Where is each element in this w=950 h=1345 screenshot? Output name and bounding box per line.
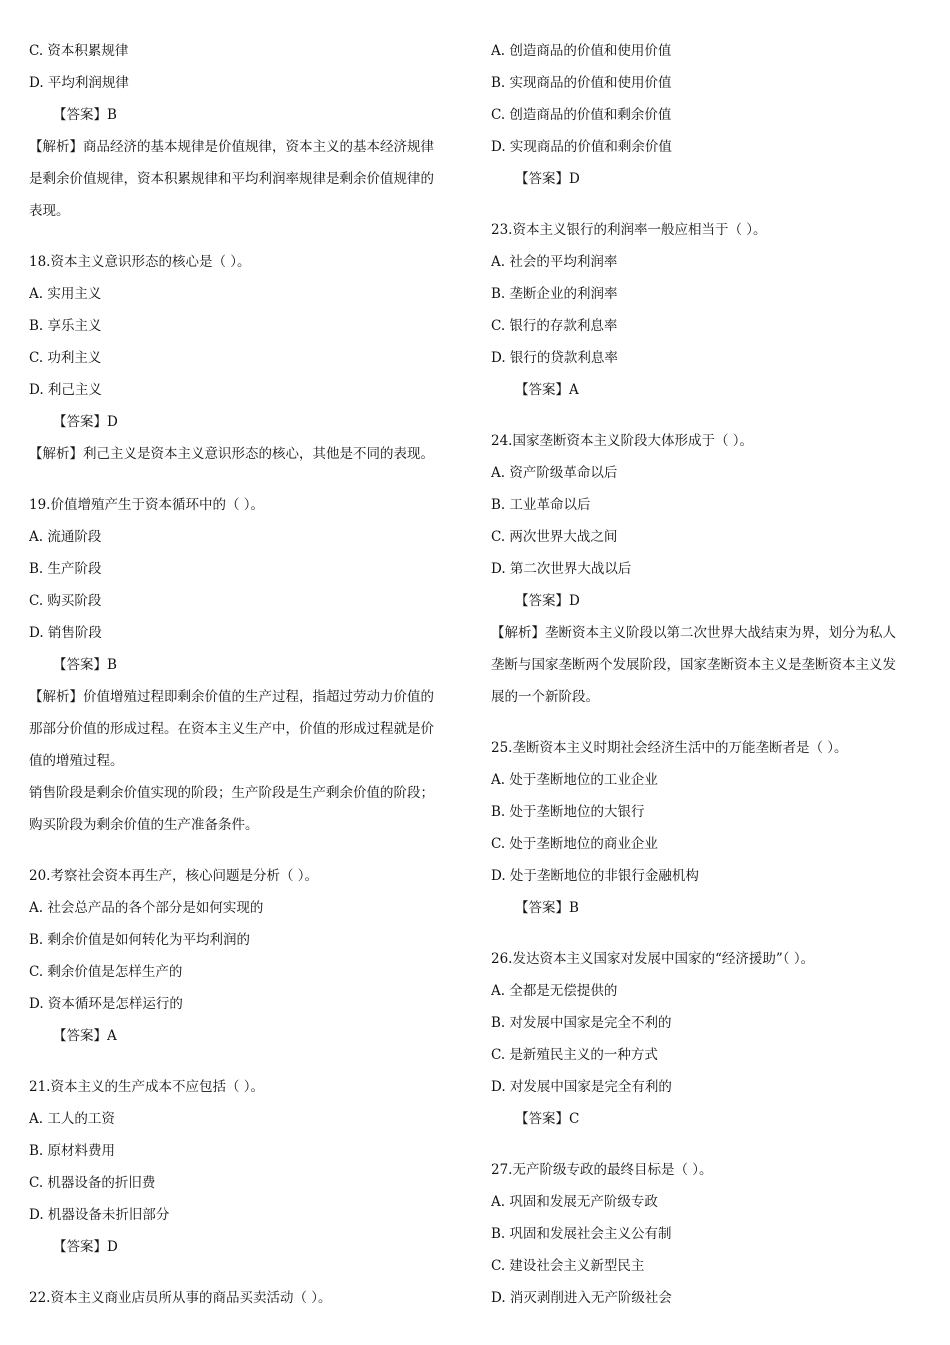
option-line: C. 建设社会主义新型民主	[491, 1258, 645, 1274]
question-stem: 25.垄断资本主义时期社会经济生活中的万能垄断者是（ ）。	[491, 740, 848, 756]
option-line: D. 消灭剥削进入无产阶级社会	[491, 1290, 672, 1306]
option-line: C. 创造商品的价值和剩余价值	[491, 107, 672, 123]
explanation-line: 【解析】利己主义是资本主义意识形态的核心，其他是不同的表现。	[29, 446, 434, 462]
question-spacer	[491, 713, 931, 732]
question-stem: 19.价值增殖产生于资本循环中的（ ）。	[29, 497, 265, 513]
question-spacer	[491, 406, 931, 425]
option-line: B. 巩固和发展社会主义公有制	[491, 1226, 672, 1242]
explanation-line: 垄断与国家垄断两个发展阶段，国家垄断资本主义是垄断资本主义发	[491, 657, 896, 673]
question-spacer	[29, 841, 469, 860]
option-line: C. 银行的存款利息率	[491, 318, 618, 334]
option-line: C. 是新殖民主义的一种方式	[491, 1047, 658, 1063]
option-line: D. 资本循环是怎样运行的	[29, 996, 183, 1012]
question-stem: 21.资本主义的生产成本不应包括（ ）。	[29, 1079, 265, 1095]
option-line: B. 享乐主义	[29, 318, 102, 334]
answer-line: 【答案】A	[53, 1028, 117, 1044]
option-line: C. 两次世界大战之间	[491, 529, 618, 545]
option-line: B. 剩余价值是如何转化为平均利润的	[29, 932, 251, 948]
option-line: A. 全都是无偿提供的	[491, 983, 618, 999]
option-line: D. 机器设备未折旧部分	[29, 1207, 170, 1223]
question-stem: 27.无产阶级专政的最终目标是（ ）。	[491, 1162, 713, 1178]
option-line: C. 功利主义	[29, 350, 102, 366]
answer-line: 【答案】B	[53, 107, 117, 123]
question-spacer	[491, 924, 931, 943]
question-stem: 24.国家垄断资本主义阶段大体形成于（ ）。	[491, 433, 754, 449]
question-spacer	[29, 227, 469, 246]
explanation-line: 值的增殖过程。	[29, 753, 124, 769]
question-stem: 23.资本主义银行的利润率一般应相当于（ ）。	[491, 222, 767, 238]
option-line: A. 实用主义	[29, 286, 102, 302]
answer-line: 【答案】D	[53, 414, 118, 430]
option-line: B. 处于垄断地位的大银行	[491, 804, 645, 820]
explanation-line: 销售阶段是剩余价值实现的阶段；生产阶段是生产剩余价值的阶段；	[29, 785, 434, 801]
option-line: A. 工人的工资	[29, 1111, 115, 1127]
option-line: A. 巩固和发展无产阶级专政	[491, 1194, 658, 1210]
question-spacer	[29, 470, 469, 489]
left-column	[29, 35, 469, 1314]
option-line: D. 银行的贷款利息率	[491, 350, 618, 366]
option-line: C. 剩余价值是怎样生产的	[29, 964, 183, 980]
option-line: A. 处于垄断地位的工业企业	[491, 772, 658, 788]
explanation-line: 【解析】价值增殖过程即剩余价值的生产过程，指超过劳动力价值的	[29, 689, 434, 705]
option-line: C. 购买阶段	[29, 593, 102, 609]
question-spacer	[29, 1052, 469, 1071]
question-spacer	[29, 1263, 469, 1282]
option-line: D. 第二次世界大战以后	[491, 561, 632, 577]
answer-line: 【答案】A	[515, 382, 579, 398]
option-line: D. 实现商品的价值和剩余价值	[491, 139, 672, 155]
option-line: D. 销售阶段	[29, 625, 102, 641]
question-stem: 22.资本主义商业店员所从事的商品买卖活动（ ）。	[29, 1290, 332, 1306]
explanation-line: 【解析】商品经济的基本规律是价值规律，资本主义的基本经济规律	[29, 139, 434, 155]
option-line: A. 社会总产品的各个部分是如何实现的	[29, 900, 264, 916]
right-column	[491, 35, 931, 1314]
option-line: C. 机器设备的折旧费	[29, 1175, 156, 1191]
option-line: A. 创造商品的价值和使用价值	[491, 43, 672, 59]
answer-line: 【答案】B	[53, 657, 117, 673]
option-line: D. 利己主义	[29, 382, 102, 398]
answer-line: 【答案】D	[53, 1239, 118, 1255]
option-line: B. 生产阶段	[29, 561, 102, 577]
option-line: B. 实现商品的价值和使用价值	[491, 75, 672, 91]
option-line: B. 对发展中国家是完全不利的	[491, 1015, 672, 1031]
question-stem: 20.考察社会资本再生产，核心问题是分析（ ）。	[29, 868, 319, 884]
explanation-line: 展的一个新阶段。	[491, 689, 599, 705]
explanation-line: 【解析】垄断资本主义阶段以第二次世界大战结束为界，划分为私人	[491, 625, 896, 641]
explanation-line: 表现。	[29, 203, 70, 219]
option-line: A. 资产阶级革命以后	[491, 465, 618, 481]
question-stem: 18.资本主义意识形态的核心是（ ）。	[29, 254, 251, 270]
option-line: C. 资本积累规律	[29, 43, 129, 59]
question-spacer	[491, 195, 931, 214]
answer-line: 【答案】D	[515, 593, 580, 609]
option-line: D. 对发展中国家是完全有利的	[491, 1079, 672, 1095]
answer-line: 【答案】C	[515, 1111, 580, 1127]
question-stem: 26.发达资本主义国家对发展中国家的“经济援助”（ ）。	[491, 951, 815, 967]
answer-line: 【答案】D	[515, 171, 580, 187]
option-line: B. 垄断企业的利润率	[491, 286, 618, 302]
option-line: B. 原材料费用	[29, 1143, 116, 1159]
option-line: C. 处于垄断地位的商业企业	[491, 836, 658, 852]
option-line: B. 工业革命以后	[491, 497, 591, 513]
option-line: A. 社会的平均利润率	[491, 254, 618, 270]
answer-line: 【答案】B	[515, 900, 579, 916]
explanation-line: 购买阶段为剩余价值的生产准备条件。	[29, 817, 259, 833]
question-spacer	[491, 1135, 931, 1154]
explanation-line: 那部分价值的形成过程。在资本主义生产中，价值的形成过程就是价	[29, 721, 434, 737]
explanation-line: 是剩余价值规律，资本积累规律和平均利润率规律是剩余价值规律的	[29, 171, 434, 187]
option-line: A. 流通阶段	[29, 529, 102, 545]
option-line: D. 平均利润规律	[29, 75, 129, 91]
option-line: D. 处于垄断地位的非银行金融机构	[491, 868, 699, 884]
